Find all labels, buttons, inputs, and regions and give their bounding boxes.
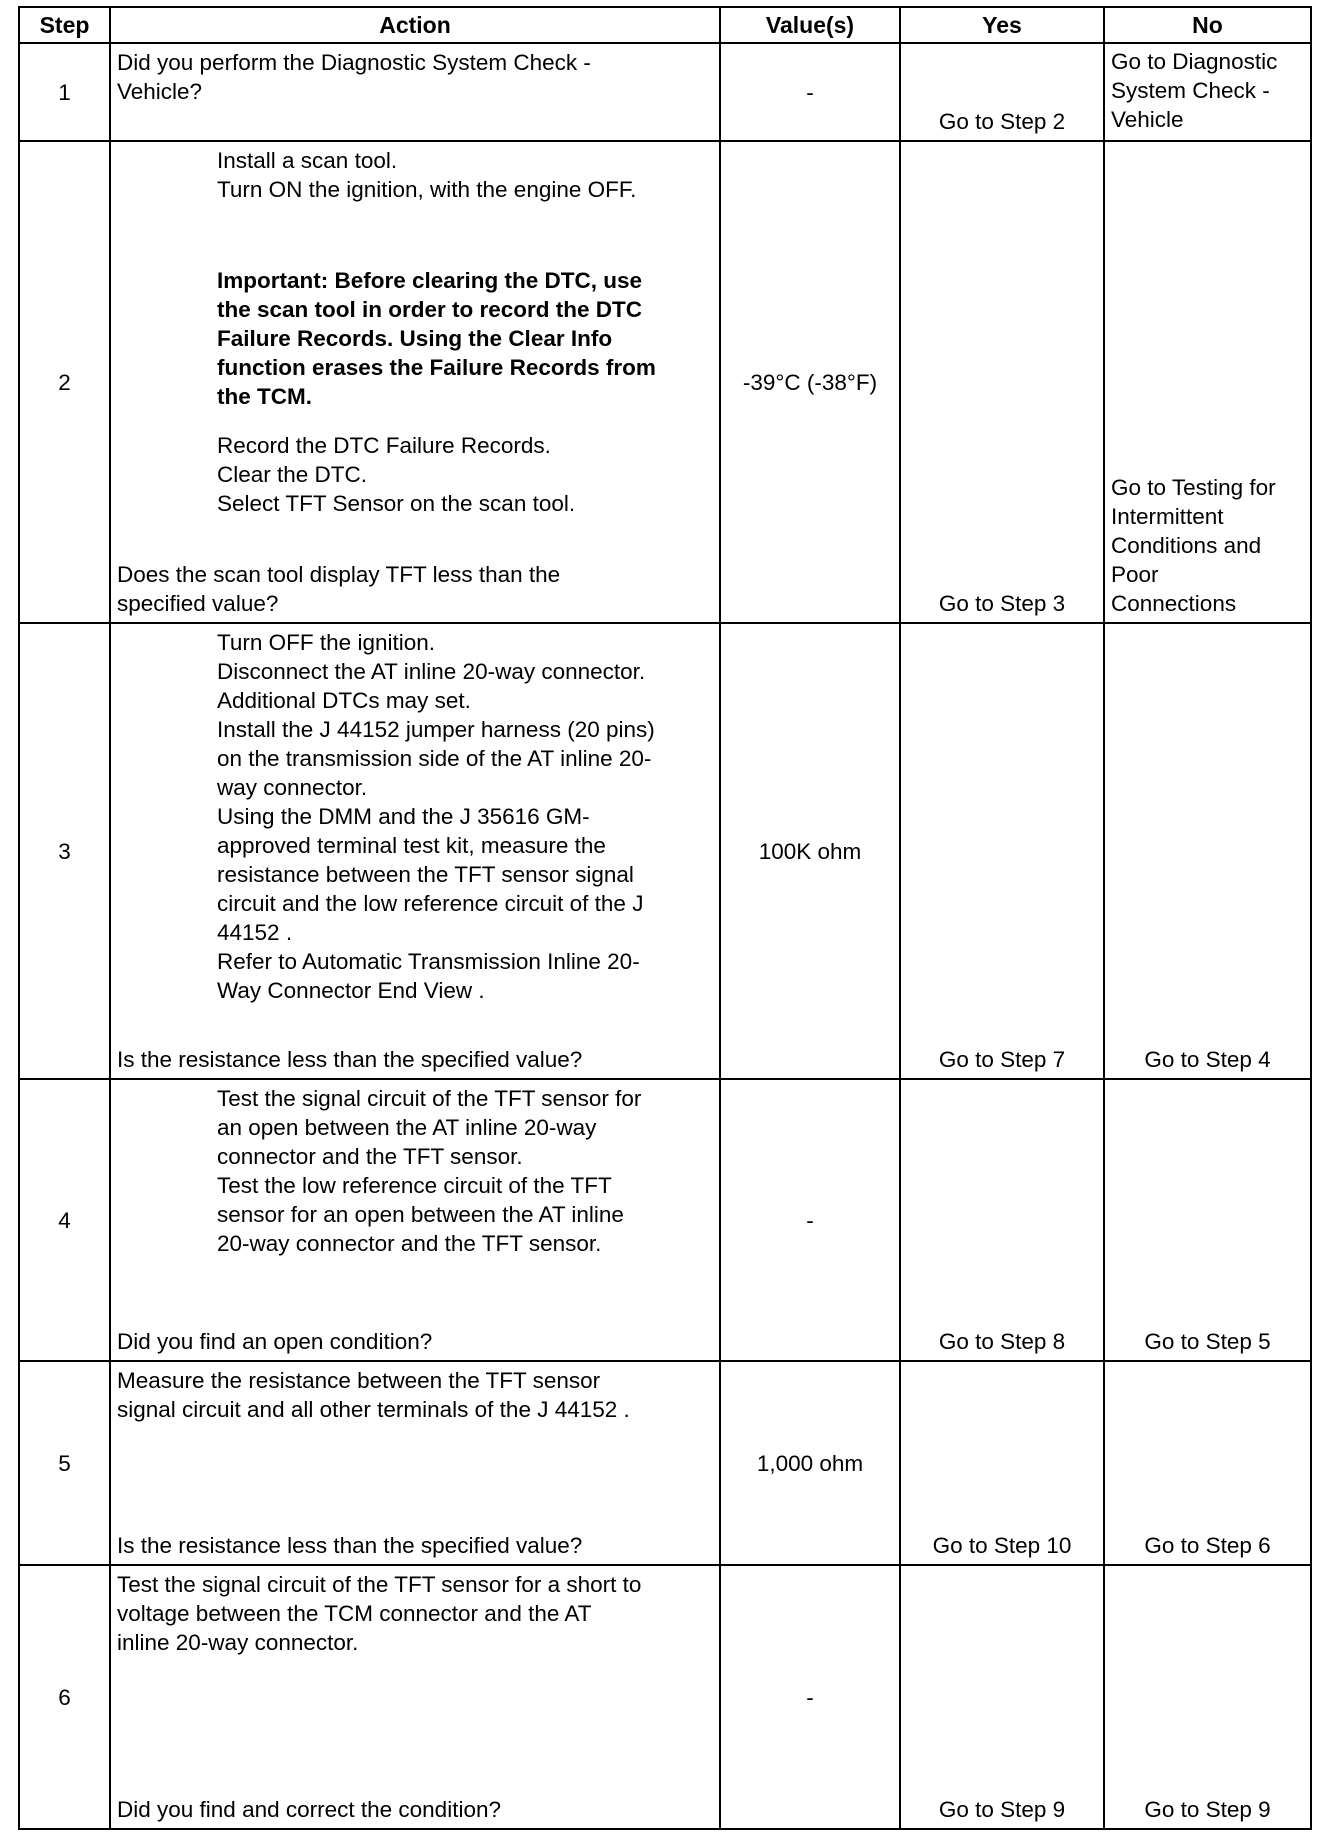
yes-cell [900,1361,1104,1565]
action-question: Is the resistance less than the specified value? [117,1047,583,1072]
header-yes: Yes [900,7,1104,43]
no-cell [1104,43,1311,141]
step-number: 3 [19,623,110,1079]
question-line: Does the scan tool display TFT less than the [117,562,561,587]
important-line: the scan tool in order to record the DTC [217,297,643,322]
action-step: approved terminal test kit, measure the [217,833,606,858]
action-step: Test the low reference circuit of the TFT [217,1173,612,1198]
no-text-line: System Check - [1111,78,1270,103]
value-cell: - [720,1565,900,1829]
yes-link[interactable]: Go to Step 8 [938,1329,1066,1354]
step-number: 5 [19,1361,110,1565]
no-text-line: Intermittent [1111,504,1224,529]
yes-link[interactable]: Go to Step 3 [938,591,1066,616]
action-step: resistance between the TFT sensor signal [217,862,634,887]
value-cell: 1,000 ohm [720,1361,900,1565]
table-row [19,43,1311,141]
action-step: Disconnect the AT inline 20-way connector. [217,659,646,684]
yes-cell [900,1565,1104,1829]
step-number: 1 [19,43,110,141]
action-step: Select TFT Sensor on the scan tool. [217,491,576,516]
yes-link[interactable]: Go to Step 2 [938,109,1066,134]
diagnostic-table [18,6,1312,1830]
yes-link[interactable]: Go to Step 10 [932,1533,1072,1558]
important-line: the TCM. [217,384,312,409]
action-step: circuit and the low reference circuit of the J [217,891,644,916]
important-note [117,266,713,411]
yes-cell [900,141,1104,623]
action-cell [110,1361,720,1565]
action-step: Refer to Automatic Transmission Inline 20- [217,949,640,974]
action-step: on the transmission side of the AT inline 20- [217,746,652,771]
action-step: Turn OFF the ignition. [217,630,436,655]
action-question: Did you find and correct the condition? [117,1797,501,1822]
header-row [19,7,1311,43]
table-row [19,1565,1311,1829]
action-question [117,560,713,618]
no-text-line: Go to Diagnostic [1111,49,1278,74]
header-step: Step [19,7,110,43]
action-step: Way Connector End View . [217,978,485,1003]
header-values: Value(s) [720,7,900,43]
action-step: Clear the DTC. [217,462,368,487]
action-text: signal circuit and all other terminals of the J 44152 . [117,1397,630,1422]
no-link[interactable]: Go to Step 6 [1144,1533,1271,1558]
value-cell: -39°C (-38°F) [720,141,900,623]
action-cell [110,141,720,623]
action-cell [110,1079,720,1361]
action-text: voltage between the TCM connector and the AT [117,1601,592,1626]
yes-cell [900,623,1104,1079]
action-step: Install a scan tool. [217,148,398,173]
action-text: Did you perform the Diagnostic System Check - [117,50,591,75]
action-step: Test the signal circuit of the TFT sensor for [217,1086,642,1111]
header-no: No [1104,7,1311,43]
no-cell [1104,1565,1311,1829]
table-row [19,1079,1311,1361]
no-link[interactable] [1111,473,1304,618]
action-step: 20-way connector and the TFT sensor. [217,1231,602,1256]
no-text-line: Go to Testing for [1111,475,1276,500]
no-cell [1104,1079,1311,1361]
important-line: Important: Before clearing the DTC, use [217,268,643,293]
no-text-line: Vehicle [1111,107,1184,132]
action-step: Additional DTCs may set. [217,688,471,713]
no-text-line: Conditions and [1111,533,1262,558]
action-question: Did you find an open condition? [117,1329,433,1354]
header-action: Action [110,7,720,43]
no-link[interactable] [1111,47,1304,134]
action-step: sensor for an open between the AT inline [217,1202,624,1227]
action-text: Measure the resistance between the TFT sensor [117,1368,601,1393]
action-step: Record the DTC Failure Records. [217,433,551,458]
table-row [19,623,1311,1079]
action-step: 44152 . [217,920,293,945]
no-text-line: Connections [1111,591,1237,616]
action-cell [110,623,720,1079]
value-cell: - [720,1079,900,1361]
table-row [19,1361,1311,1565]
step-number: 4 [19,1079,110,1361]
no-cell [1104,1361,1311,1565]
table-row [19,141,1311,623]
no-cell [1104,141,1311,623]
yes-cell [900,43,1104,141]
step-number: 6 [19,1565,110,1829]
yes-link[interactable]: Go to Step 7 [938,1047,1066,1072]
action-step: connector and the TFT sensor. [217,1144,523,1169]
action-step: Using the DMM and the J 35616 GM- [217,804,590,829]
action-step: way connector. [217,775,368,800]
question-line: specified value? [117,591,279,616]
action-step: Install the J 44152 jumper harness (20 pins) [217,717,655,742]
value-cell: - [720,43,900,141]
action-step: Turn ON the ignition, with the engine OFF. [217,177,637,202]
action-cell [110,1565,720,1829]
no-cell [1104,623,1311,1079]
step-number: 2 [19,141,110,623]
important-line: Failure Records. Using the Clear Info [217,326,613,351]
no-link[interactable]: Go to Step 4 [1144,1047,1271,1072]
action-text: Vehicle? [117,79,203,104]
action-step: an open between the AT inline 20-way [217,1115,597,1140]
action-text: inline 20-way connector. [117,1630,359,1655]
action-text: Test the signal circuit of the TFT sensor for a short to [117,1572,642,1597]
yes-cell [900,1079,1104,1361]
value-cell: 100K ohm [720,623,900,1079]
no-text-line: Poor [1111,562,1159,587]
action-question: Is the resistance less than the specified value? [117,1533,583,1558]
action-cell [110,43,720,141]
no-link[interactable]: Go to Step 9 [1144,1797,1271,1822]
no-link[interactable]: Go to Step 5 [1144,1329,1271,1354]
important-line: function erases the Failure Records from [217,355,656,380]
yes-link[interactable]: Go to Step 9 [938,1797,1066,1822]
